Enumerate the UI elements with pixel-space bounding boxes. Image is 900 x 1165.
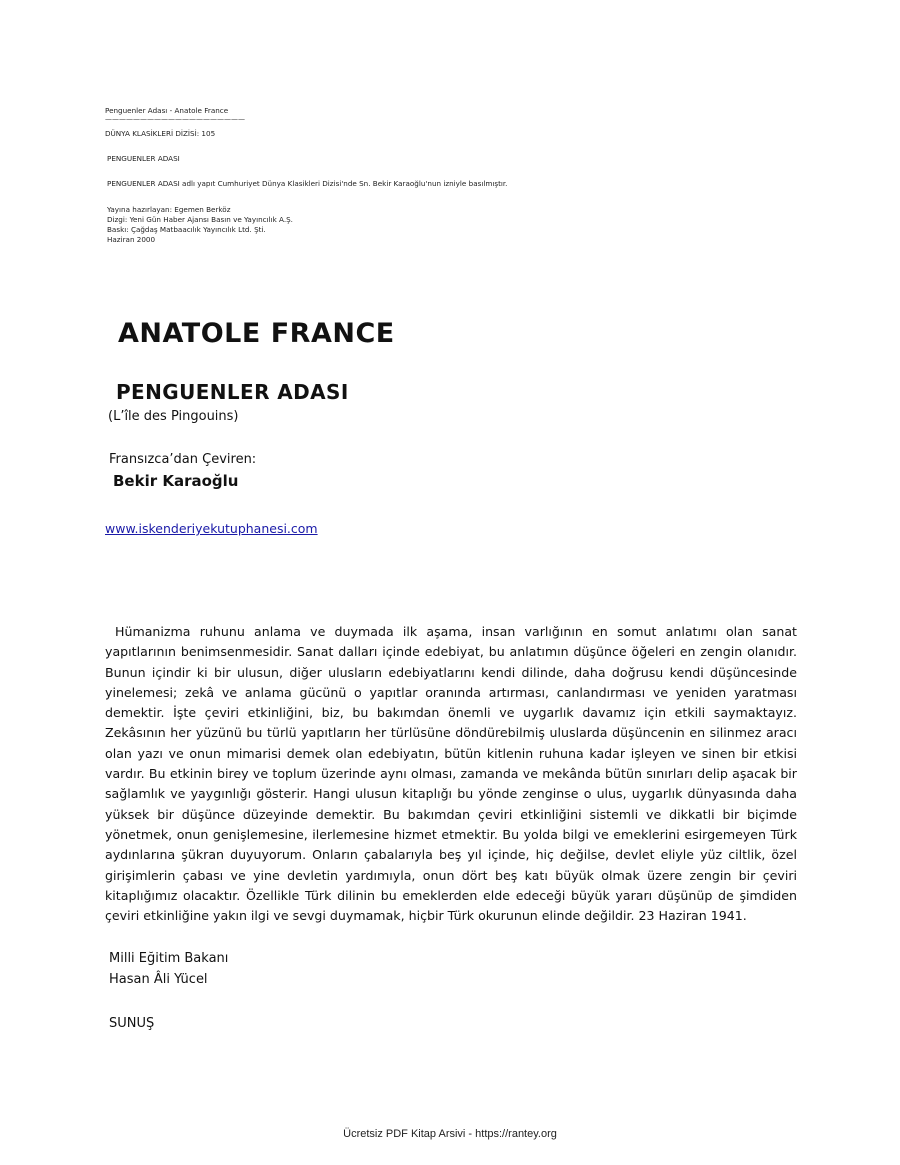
header-divider: ———————————————————— bbox=[105, 115, 245, 123]
signature-role: Milli Eğitim Bakanı bbox=[109, 951, 229, 966]
section-heading-sunus: SUNUŞ bbox=[109, 1016, 155, 1031]
book-title: PENGUENLER ADASI bbox=[116, 380, 349, 404]
credits-list bbox=[107, 205, 293, 245]
translated-from-label: Fransızca’dan Çeviren: bbox=[109, 452, 257, 467]
permission-note: PENGUENLER ADASI adlı yapıt Cumhuriyet Dünya Klasikleri Dizisi'nde Sn. Bekir Karaoğlu'nun izniyle basılmıştır. bbox=[107, 179, 508, 188]
website-link[interactable]: www.iskenderiyekutuphanesi.com bbox=[105, 521, 318, 536]
credit-typesetting: Dizgi: Yeni Gün Haber Ajansı Basın ve Yayıncılık A.Ş. bbox=[107, 215, 293, 224]
foreword-paragraph: Hümanizma ruhunu anlama ve duymada ilk aşama, insan varlığının en somut anlatımı olan sanat yapıtlarının benimsenmesidir. Sanat dalları içinde edebiyat, bu anlatımın düşünce öğeleri en zengin olanıdır. Bunun içindir ki bir ulusun, diğer ulusların edebiyatlarını kendi dilinde, daha doğrusu kendi düşüncesinde yinelemesi; zekâ ve anlama gücünü o yapıtlar oranında artırması, canlandırması ve yeniden yaratması demektir. İşte çeviri etkinliğini, biz, bu bakımdan önemli ve uygarlık davamız için etkili saymaktayız. Zekâsının her yüzünü bu türlü yapıtların her türlüsüne döndürebilmiş uluslarda düşüncenin en silinmez aracı olan yazı ve onun mimarisi demek olan edebiyatın, bütün kitlenin ruhuna kadar işleyen ve sinen bir etkisi vardır. Bu etkinin birey ve toplum üzerinde aynı olması, zamanda ve mekânda bütün sınırları delip aşacak bir sağlamlık ve yaygınlığı gösterir. Hangi ulusun kitaplığı bu yönde zenginse o ulus, uygarlık dünyasında daha yüksek bir düşünce düzeyinde demektir. Bu bakımdan çeviri etkinliğini sistemli ve dikkatli bir biçimde yönetmek, onun genişlemesine, ilerlemesine hizmet etmektir. Bu yolda bilgi ve emeklerini esirgemeyen Türk aydınlarına şükran duyuyorum. Onların çabalarıyla beş yıl içinde, hiç değilse, devlet eliyle yüz ciltlik, özel girişimlerin çabası ve yine devletin yardımıyla, onun dört beş katı büyük olmak üzere zengin bir çeviri kitaplığımız olacaktır. Özellikle Türk dilinin bu emeklerden elde edeceği büyük yararı düşünüp de şimdiden çeviri etkinliğine yakın ilgi ve sevgi duymamak, hiçbir Türk okurunun elinde değildir. 23 Haziran 1941. bbox=[105, 624, 797, 924]
translator-name: Bekir Karaoğlu bbox=[113, 472, 239, 490]
credit-printing: Baskı: Çağdaş Matbaacılık Yayıncılık Ltd. Şti. bbox=[107, 225, 266, 234]
original-title: (L’île des Pingouins) bbox=[108, 409, 239, 424]
running-title: Penguenler Adası - Anatole France bbox=[105, 106, 229, 115]
author-name: ANATOLE FRANCE bbox=[118, 318, 395, 349]
credit-date: Haziran 2000 bbox=[107, 235, 156, 244]
page-footer: Ücretsiz PDF Kitap Arsivi - https://rantey.org bbox=[343, 1128, 557, 1140]
signature-name: Hasan Âli Yücel bbox=[109, 972, 208, 987]
credit-editor: Yayına hazırlayan: Egemen Berköz bbox=[107, 205, 231, 214]
book-title-caps: PENGUENLER ADASI bbox=[107, 154, 180, 163]
series-label: DÜNYA KLASİKLERİ DİZİSİ: 105 bbox=[105, 129, 216, 138]
